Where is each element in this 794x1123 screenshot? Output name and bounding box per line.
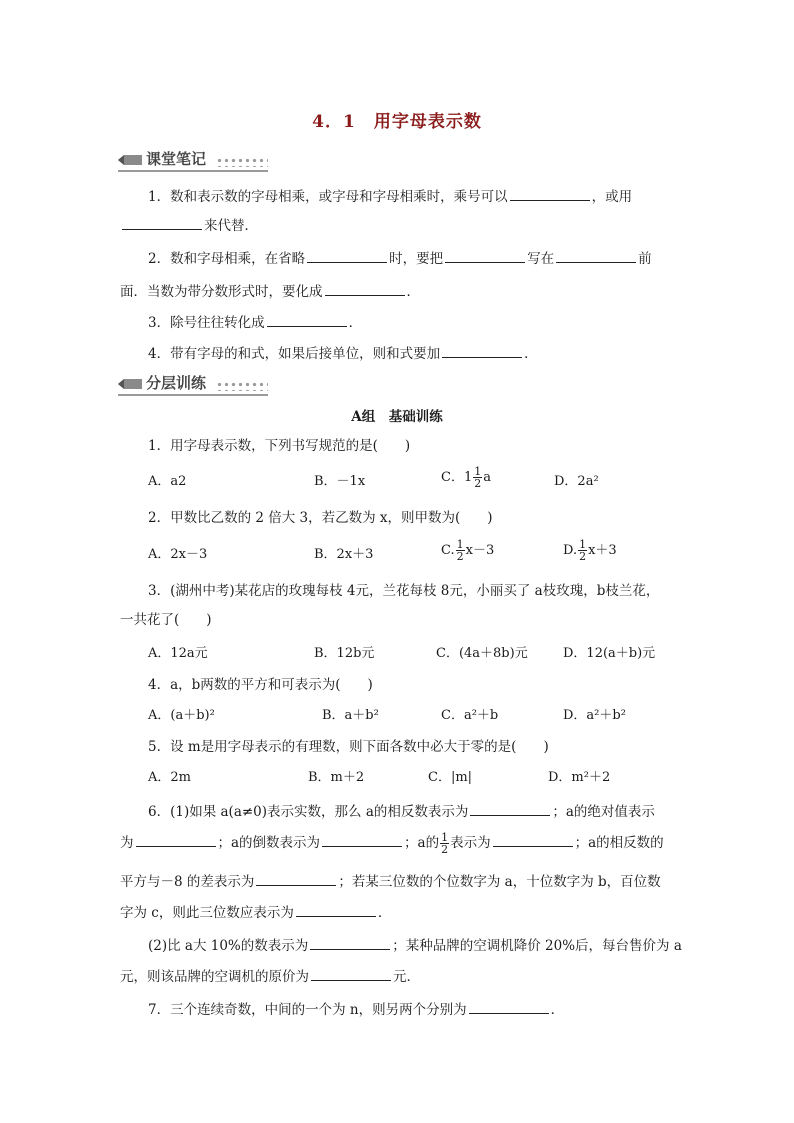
q1-option-b[interactable]: B．－1x <box>314 474 366 489</box>
answer-blank[interactable] <box>442 343 522 358</box>
pencil-icon <box>118 154 142 166</box>
group-a-title: A组 基础训练 <box>351 409 443 425</box>
answer-blank[interactable] <box>122 215 202 230</box>
answer-blank[interactable] <box>136 832 216 847</box>
question-2-stem: 2．甲数比乙数的 2 倍大 3，若乙数为 x，则甲数为( ) <box>148 510 493 526</box>
page-title: 4．1 用字母表示数 <box>312 112 482 132</box>
question-3-stem-line-1: 3．(湖州中考)某花店的玫瑰每枝 4元，兰花每枝 8元，小丽买了 a枝玫瑰，b枝兰花， <box>148 583 660 599</box>
fraction: $\frac{1}{2}$ <box>474 465 482 490</box>
q4-option-d[interactable]: D．a²＋b² <box>563 708 626 723</box>
answer-blank[interactable] <box>445 248 525 263</box>
answer-blank[interactable] <box>510 186 590 201</box>
note-4: 4．带有字母的和式，如果后接单位，则和式要加 ． <box>148 343 538 364</box>
banner-dots <box>216 157 268 167</box>
q1-option-d[interactable]: D．2a² <box>554 474 599 489</box>
question-6-line-2: 为 ；a的倒数表示为 ；a的 $\frac{1}{2}$ 表示为 ；a的相反数的 <box>120 831 664 856</box>
q2-option-b[interactable]: B．2x＋3 <box>314 547 374 562</box>
q4-option-c[interactable]: C．a²＋b <box>441 708 499 723</box>
answer-blank[interactable] <box>470 801 550 816</box>
answer-blank[interactable] <box>322 832 402 847</box>
section-banner-training <box>118 372 268 396</box>
q2-option-a[interactable]: A．2x－3 <box>148 547 208 562</box>
section-banner-notes <box>118 148 268 172</box>
answer-blank[interactable] <box>469 999 549 1014</box>
question-4-stem: 4．a，b两数的平方和可表示为( ) <box>148 677 373 693</box>
banner-label: 课堂笔记 <box>146 150 207 168</box>
q3-option-c[interactable]: C．(4a＋8b)元 <box>436 646 528 661</box>
banner-dots <box>216 381 268 391</box>
question-6-line-4: 字为 c，则此三位数应表示为 ． <box>120 902 391 923</box>
answer-blank[interactable] <box>256 871 336 886</box>
question-1-stem: 1．用字母表示数，下列书写规范的是( ) <box>148 438 411 454</box>
fraction: $\frac{1}{2}$ <box>456 538 464 563</box>
answer-blank[interactable] <box>325 281 405 296</box>
answer-blank[interactable] <box>310 935 390 950</box>
answer-blank[interactable] <box>556 248 636 263</box>
answer-blank[interactable] <box>307 248 387 263</box>
q1-option-a[interactable]: A．a2 <box>148 474 187 489</box>
question-6-line-1: 6．(1)如果 a(a≠0)表示实数，那么 a的相反数表示为 ；a的绝对值表示 <box>148 801 655 822</box>
answer-blank[interactable] <box>296 902 376 917</box>
question-6-line-6: 元，则该品牌的空调机的原价为 元． <box>120 966 420 987</box>
answer-blank[interactable] <box>311 966 391 981</box>
q5-option-a[interactable]: A．2m <box>148 770 191 785</box>
q4-option-a[interactable]: A．(a＋b)² <box>148 708 215 723</box>
q2-option-d[interactable]: D. $\frac{1}{2}$ x＋3 <box>563 538 617 563</box>
q5-option-b[interactable]: B．m＋2 <box>308 770 365 785</box>
note-3: 3．除号往往转化成 ． <box>148 312 362 333</box>
q3-option-b[interactable]: B．12b元 <box>314 646 375 661</box>
note-2-line-1: 2．数和字母相乘，在省略 时，要把 写在 前 <box>148 248 652 269</box>
banner-label: 分层训练 <box>146 374 207 392</box>
q3-option-a[interactable]: A．12a元 <box>148 646 208 661</box>
note-1-line-1: 1．数和表示数的字母相乘，或字母和字母相乘时，乘号可以 ，或用 <box>148 186 632 207</box>
question-6-line-5: (2)比 a大 10%的数表示为 ；某种品牌的空调机降价 20%后，每台售价为 a <box>148 935 682 956</box>
question-3-stem-line-2: 一共花了( ) <box>120 612 212 628</box>
q3-option-d[interactable]: D．12(a＋b)元 <box>563 646 656 661</box>
fraction: $\frac{1}{2}$ <box>579 538 587 563</box>
q2-option-c[interactable]: C. $\frac{1}{2}$ x－3 <box>441 538 495 563</box>
q5-option-c[interactable]: C．|m| <box>428 770 473 785</box>
answer-blank[interactable] <box>267 312 347 327</box>
q4-option-b[interactable]: B．a＋b² <box>322 708 379 723</box>
answer-blank[interactable] <box>493 832 573 847</box>
question-6-line-3: 平方与－8 的差表示为 ；若某三位数的个位数字为 a，十位数字为 b，百位数 <box>120 871 661 892</box>
question-7: 7．三个连续奇数，中间的一个为 n，则另两个分别为 ． <box>148 999 564 1020</box>
q1-option-c[interactable]: C．1 $\frac{1}{2}$ a <box>441 465 491 490</box>
q5-option-d[interactable]: D．m²＋2 <box>548 770 611 785</box>
note-2-line-2: 面．当数为带分数形式时，要化成 ． <box>120 281 420 302</box>
question-5-stem: 5．设 m是用字母表示的有理数，则下面各数中必大于零的是( ) <box>148 739 549 755</box>
pencil-icon <box>118 378 142 390</box>
fraction: $\frac{1}{2}$ <box>441 831 449 856</box>
note-1-line-2: 来代替． <box>120 215 258 236</box>
